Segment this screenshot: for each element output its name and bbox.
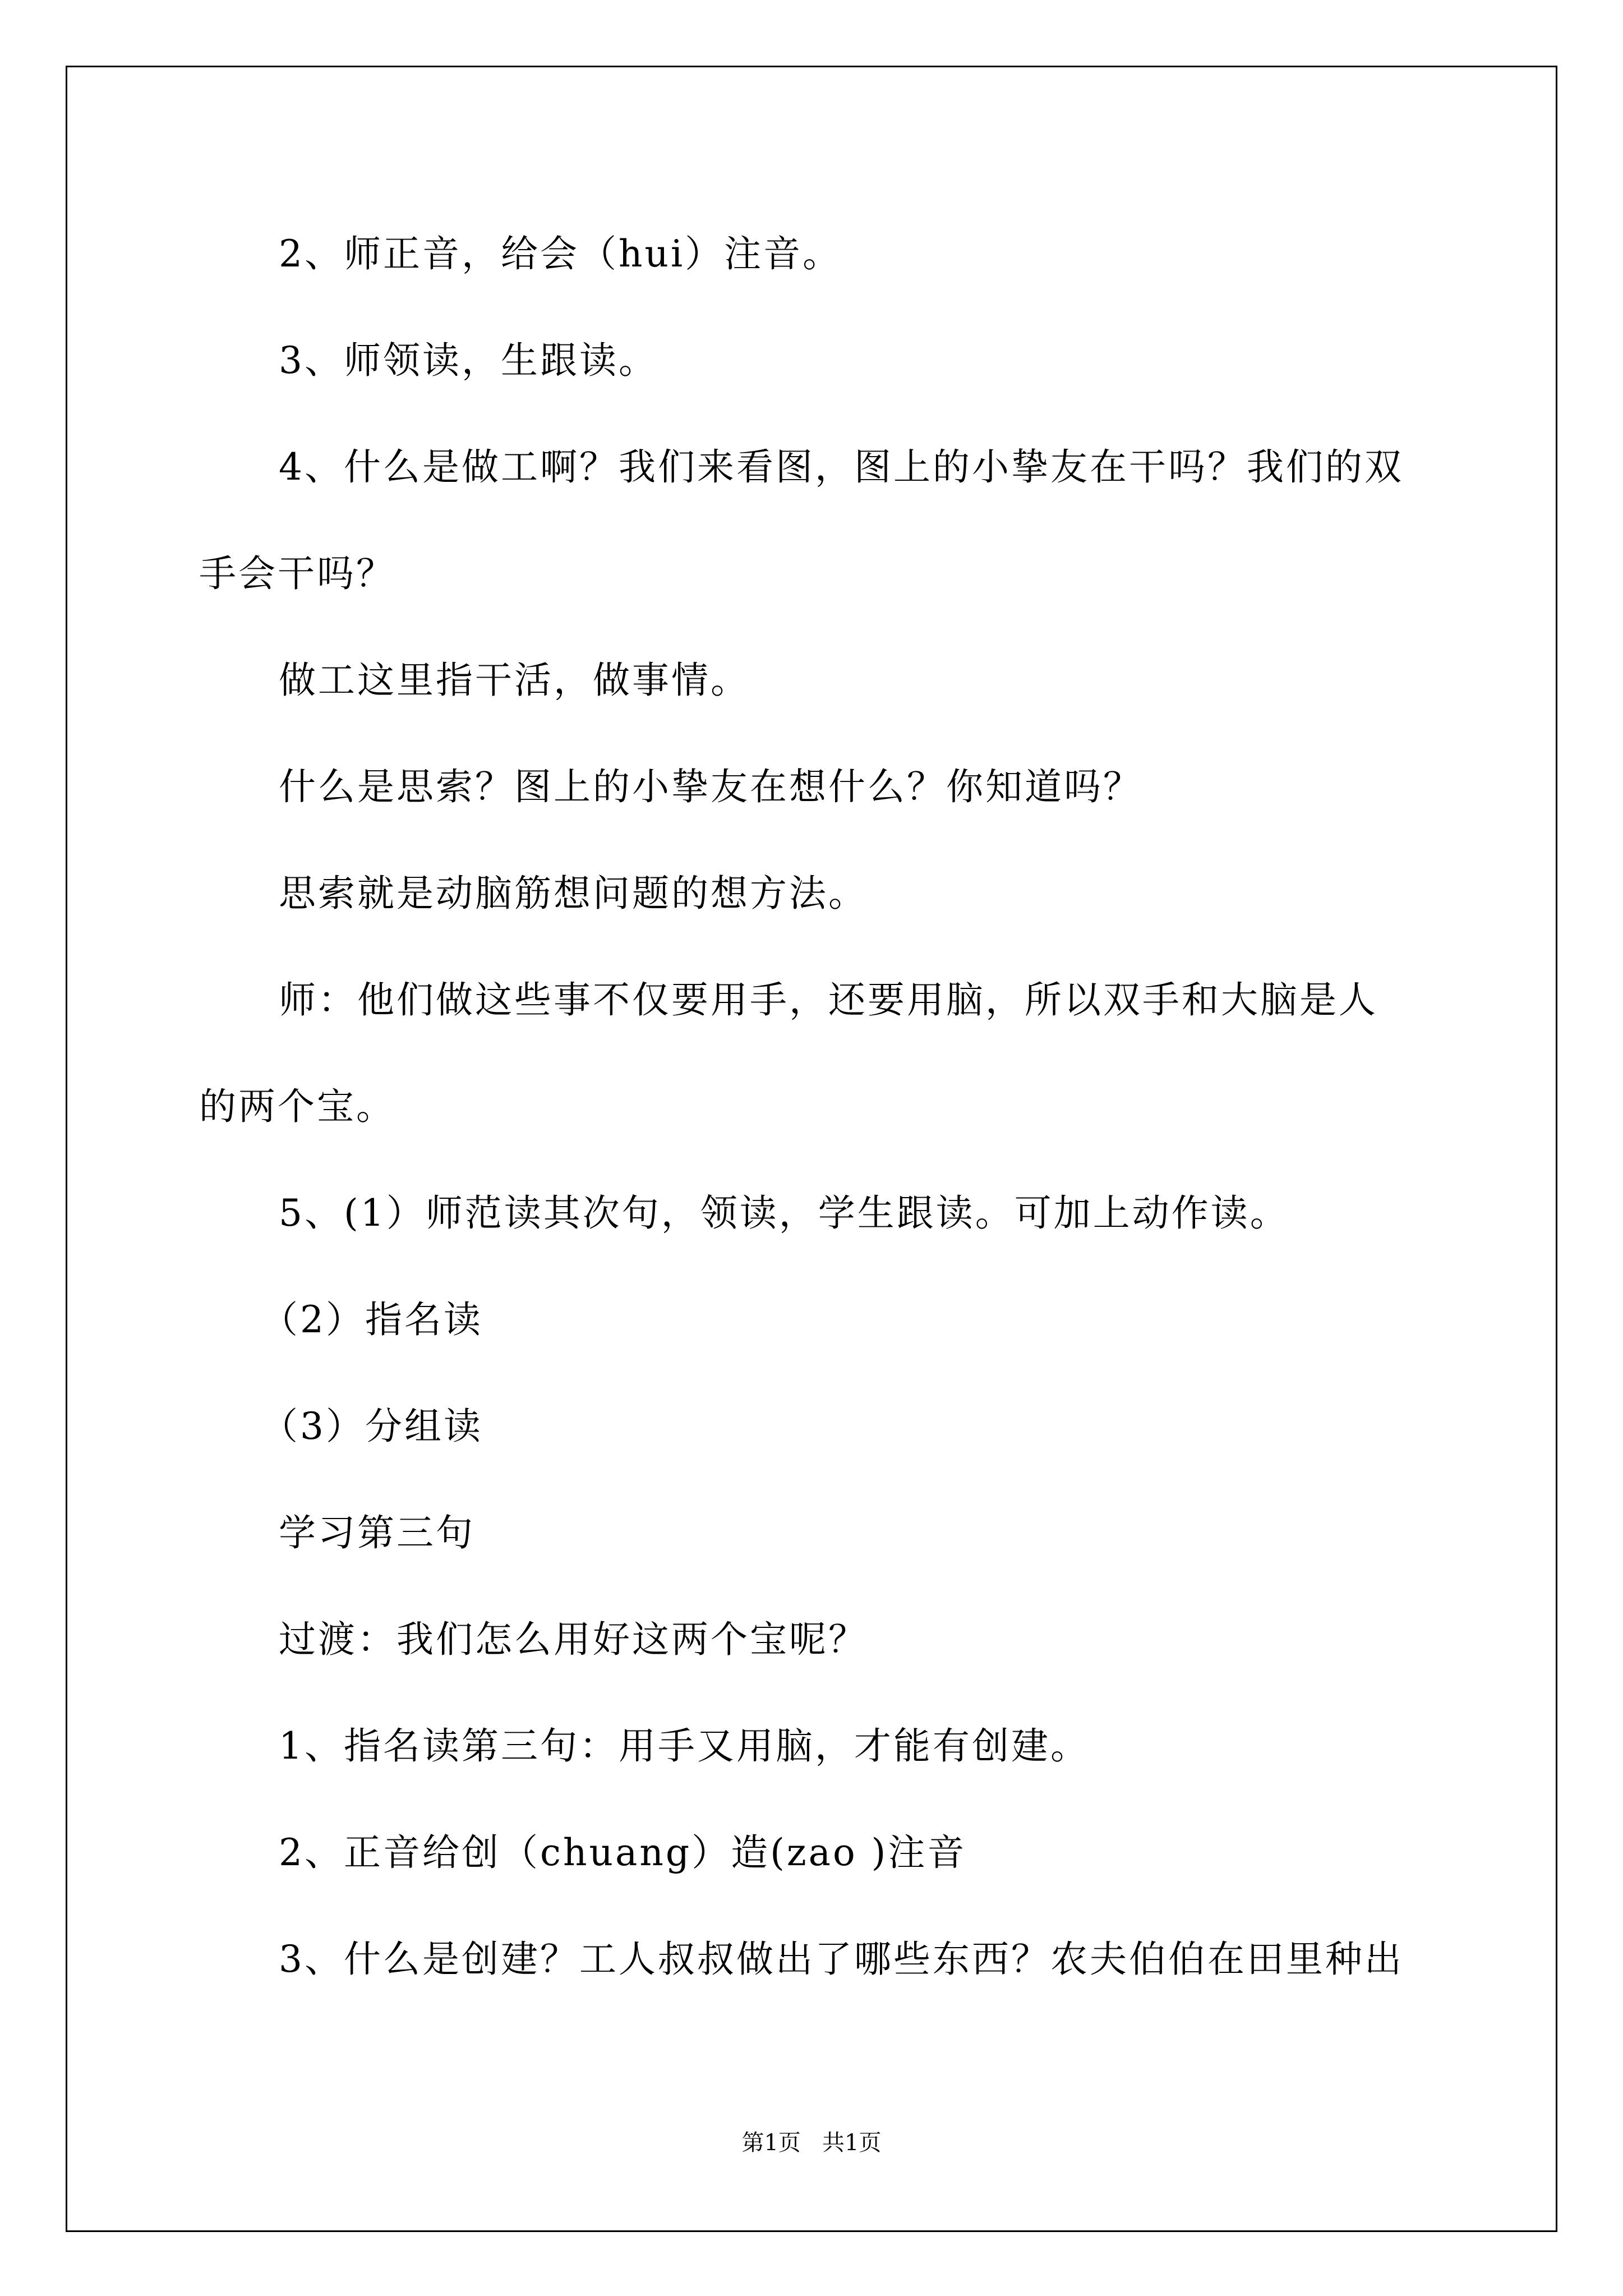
text-line: 4、什么是做工啊？我们来看图，图上的小挚友在干吗？我们的双 <box>279 445 1404 489</box>
text-line: 手会干吗？ <box>199 552 395 595</box>
text-line: 做工这里指干活，做事情。 <box>279 659 750 702</box>
text-line: 5、(1）师范读其次句，领读，学生跟读。可加上动作读。 <box>279 1191 1289 1235</box>
text-line: 1、指名读第三句：用手又用脑，才能有创建。 <box>279 1724 1090 1768</box>
text-line: 学习第三句 <box>279 1511 475 1554</box>
text-line: 的两个宝。 <box>199 1085 395 1128</box>
text-line: 3、什么是创建？工人叔叔做出了哪些东西？农夫伯伯在田里种出 <box>279 1938 1404 1981</box>
text-line: （3）分组读 <box>261 1405 483 1448</box>
text-line: 过渡：我们怎么用好这两个宝呢？ <box>279 1618 868 1661</box>
text-line: 2、师正音，给会（hui）注音。 <box>279 232 842 275</box>
text-line: （2）指名读 <box>261 1298 483 1341</box>
text-line: 思索就是动脑筋想问题的想方法。 <box>279 872 868 915</box>
text-line: 什么是思索？图上的小挚友在想什么？你知道吗？ <box>279 765 1142 808</box>
text-line: 3、师领读，生跟读。 <box>279 339 658 382</box>
page-footer: 第1页 共1页 <box>741 2130 882 2156</box>
text-line: 师：他们做这些事不仅要用手，还要用脑，所以双手和大脑是人 <box>279 978 1378 1022</box>
text-line: 2、正音给创（chuang）造(zao )注音 <box>279 1831 967 1874</box>
